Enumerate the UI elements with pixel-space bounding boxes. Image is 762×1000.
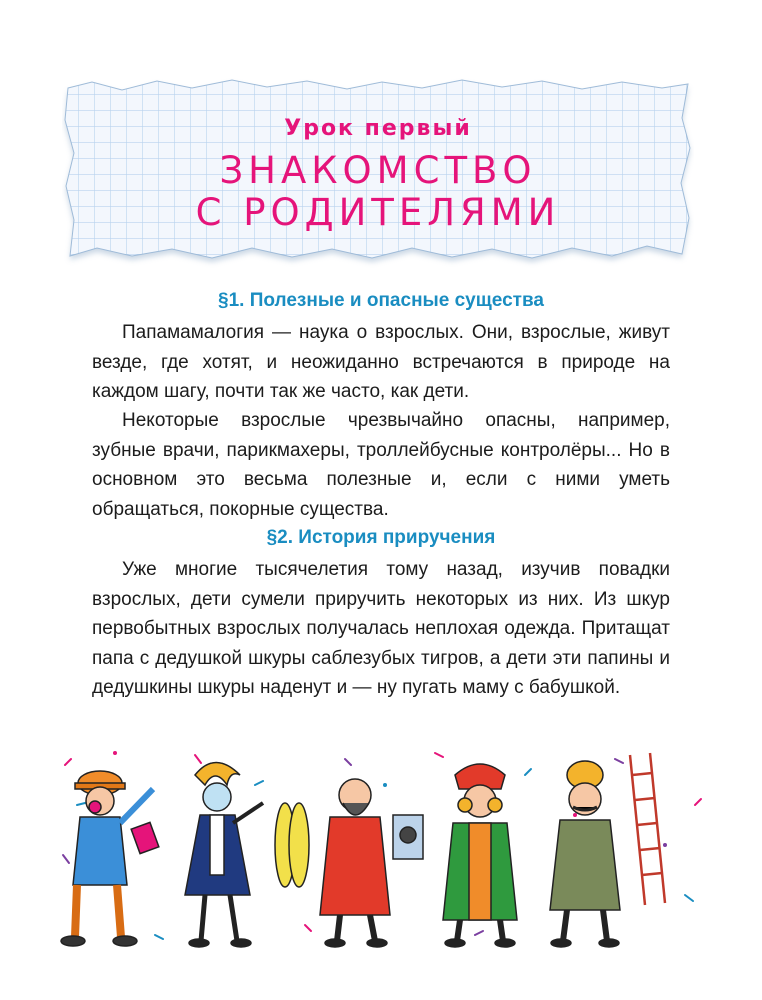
lesson-banner	[62, 78, 694, 268]
section-2-title: §2. История приручения	[266, 527, 496, 548]
section-2-paragraph-1: Уже многие тысячелетия тому назад, изучив повадки взрослых, дети сумели приручить некоторых из них. Из шкур первобытных взрослых получалась неплохая одежда. Притащат папа с дедушкой шкуры саблезубых тигров, а дети эти папины и дедушкины шкуры наденут и — ну пугать маму с бабушкой.	[92, 559, 670, 698]
vest-figure	[443, 764, 517, 947]
section-1-paragraph-1: Папамамалогия — наука о взрослых. Они, взрослые, живут везде, где хотят, и неожиданно встречаются в природе на каждом шагу, почти так же часто, как дети.	[92, 322, 670, 402]
firefighter-figure	[550, 753, 665, 947]
cymbal-player-figure	[275, 779, 423, 947]
builder-figure	[61, 771, 159, 946]
lesson-title-line2: С РОДИТЕЛЯМИ	[195, 191, 561, 234]
ladder-icon	[630, 753, 665, 905]
illustration-adults	[55, 745, 707, 955]
lesson-label: Урок первый	[284, 116, 472, 141]
lesson-title-line1: ЗНАКОМСТВО	[219, 149, 537, 192]
section-1-paragraph-2: Некоторые взрослые чрезвычайно опасны, например, зубные врачи, парикмахеры, троллейбусные контролёры... Но в основном это весьма полезные и, если с ними уметь обращаться, покорные существа.	[92, 410, 670, 520]
section-1-title: §1. Полезные и опасные существа	[218, 290, 544, 311]
conductor-figure	[185, 763, 263, 948]
